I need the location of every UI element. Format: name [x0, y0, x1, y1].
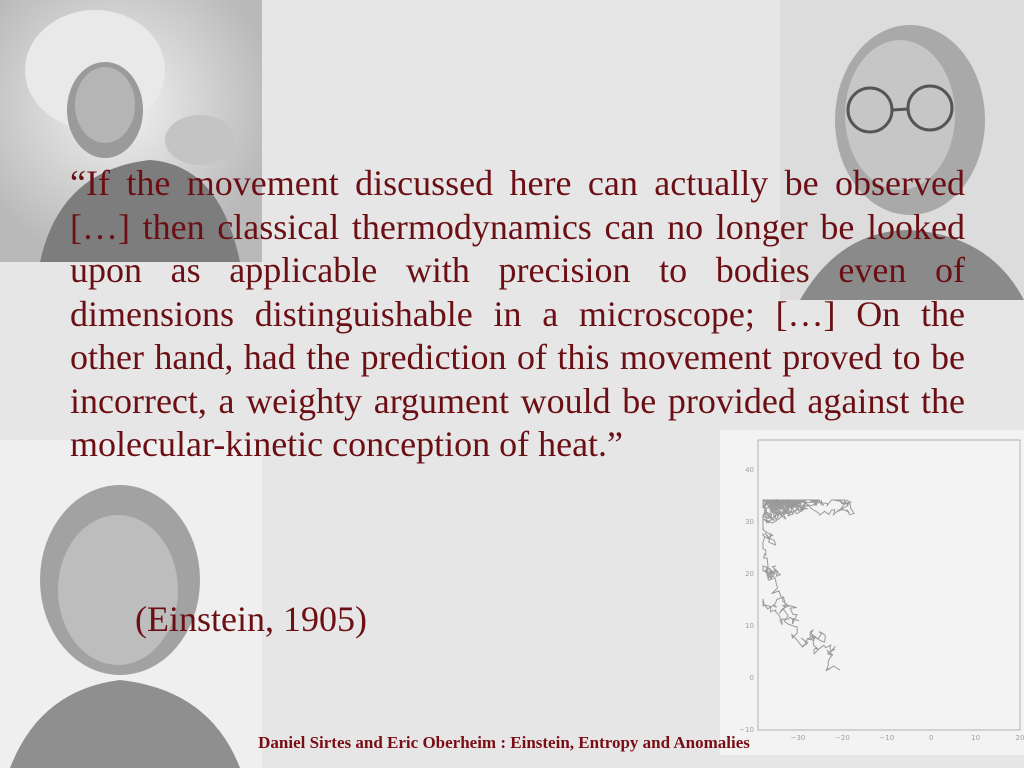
plot-y-tick-label: 20	[745, 570, 754, 578]
plot-y-tick-label: −10	[739, 726, 754, 734]
plot-x-tick-label: 0	[928, 734, 934, 742]
brownian-trajectory-line	[763, 500, 854, 671]
einstein-quote: “If the movement discussed here can actually be observed […] then classical thermodynamics can no longer be looked upon as applicable with precision to bodies even of dimensions distinguishable in a microscope; […] On the other hand, had the prediction of this movement proved to be incorrect, a weighty argument would be provided against the molecular-kinetic conception of heat.”	[70, 163, 965, 464]
plot-x-tick-label: −30	[790, 734, 806, 742]
plot-y-tick-label: 10	[745, 622, 754, 630]
plot-frame	[758, 440, 1020, 730]
brownian-motion-plot	[720, 430, 1024, 755]
plot-y-tick-label: 0	[749, 674, 754, 682]
plot-x-tick-label: 20	[1015, 734, 1024, 742]
plot-x-tick-label: −20	[835, 734, 850, 742]
plot-y-tick-label: 30	[745, 518, 754, 526]
plot-x-tick-label: 10	[971, 734, 981, 742]
plot-x-tick-label: −10	[879, 734, 895, 742]
plot-y-tick-label: 40	[745, 466, 754, 474]
brownian-plot-svg	[720, 430, 1024, 755]
quote-attribution: (Einstein, 1905)	[135, 599, 367, 639]
slide-footer: Daniel Sirtes and Eric Oberheim : Einstein, Entropy and Anomalies	[258, 733, 750, 752]
